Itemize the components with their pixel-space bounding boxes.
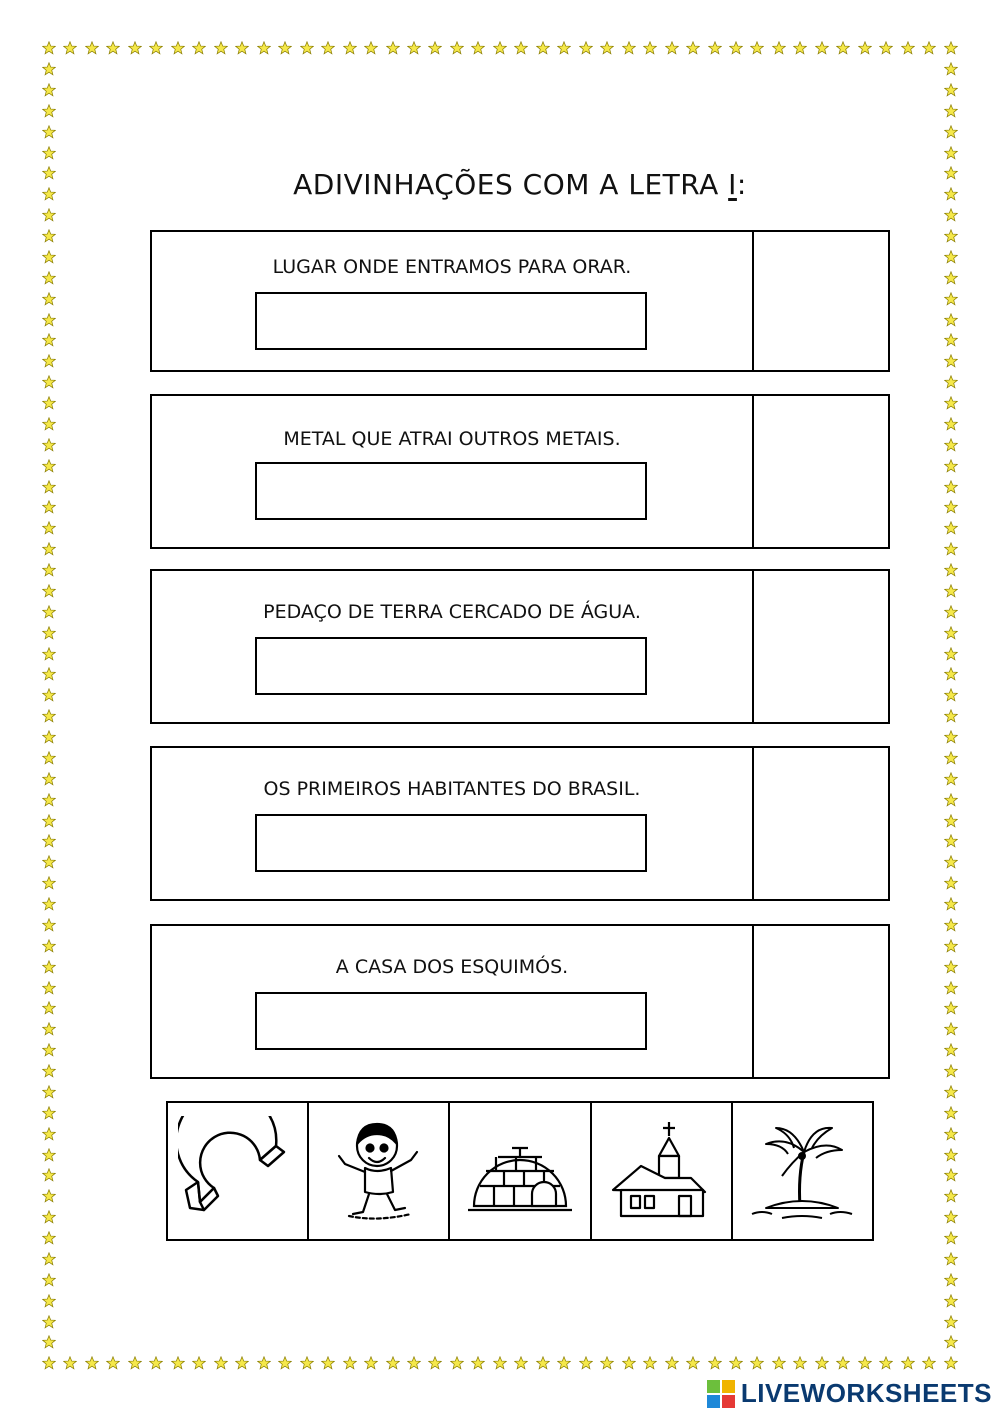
star-icon: [944, 41, 958, 55]
star-border-top: [42, 41, 958, 55]
star-icon: [428, 41, 442, 55]
star-icon: [514, 41, 528, 55]
riddle-question: METAL QUE ATRAI OUTROS METAIS.: [283, 428, 621, 450]
star-icon: [42, 1294, 56, 1308]
star-icon: [42, 563, 56, 577]
star-icon: [149, 41, 163, 55]
star-icon: [106, 41, 120, 55]
star-icon: [42, 1106, 56, 1120]
star-icon: [128, 41, 142, 55]
riddle-content: [152, 396, 754, 547]
star-icon: [901, 41, 915, 55]
star-icon: [944, 960, 958, 974]
star-icon: [944, 125, 958, 139]
star-icon: [42, 1315, 56, 1329]
star-icon: [944, 563, 958, 577]
star-icon: [42, 688, 56, 702]
riddle-question: LUGAR ONDE ENTRAMOS PARA ORAR.: [272, 256, 632, 278]
star-icon: [257, 1356, 271, 1370]
star-icon: [42, 793, 56, 807]
star-icon: [42, 271, 56, 285]
star-icon: [42, 1085, 56, 1099]
star-icon: [750, 41, 764, 55]
star-icon: [944, 1210, 958, 1224]
star-icon: [42, 1210, 56, 1224]
star-icon: [944, 709, 958, 723]
star-icon: [858, 41, 872, 55]
star-icon: [944, 333, 958, 347]
star-icon: [128, 1356, 142, 1370]
star-icon: [85, 41, 99, 55]
star-icon: [944, 229, 958, 243]
star-icon: [944, 772, 958, 786]
star-icon: [42, 1001, 56, 1015]
image-option-igloo[interactable]: [450, 1103, 591, 1239]
star-icon: [879, 1356, 893, 1370]
star-icon: [944, 1356, 958, 1370]
star-icon: [729, 41, 743, 55]
star-icon: [343, 1356, 357, 1370]
star-icon: [793, 1356, 807, 1370]
star-icon: [944, 375, 958, 389]
star-icon: [944, 500, 958, 514]
answer-field[interactable]: [255, 814, 647, 872]
star-icon: [42, 83, 56, 97]
star-icon: [836, 1356, 850, 1370]
star-icon: [42, 459, 56, 473]
star-border-right: [944, 62, 958, 1350]
star-icon: [557, 41, 571, 55]
star-icon: [42, 855, 56, 869]
star-icon: [944, 897, 958, 911]
star-icon: [944, 542, 958, 556]
star-icon: [944, 814, 958, 828]
star-icon: [944, 208, 958, 222]
star-icon: [579, 41, 593, 55]
star-icon: [536, 41, 550, 55]
star-icon: [42, 1022, 56, 1036]
riddle-content: [152, 926, 754, 1077]
star-icon: [149, 1356, 163, 1370]
star-icon: [450, 41, 464, 55]
image-drop-slot[interactable]: [750, 571, 888, 722]
star-icon: [42, 1356, 56, 1370]
image-option-indigenous-child[interactable]: [309, 1103, 450, 1239]
star-icon: [944, 876, 958, 890]
star-icon: [42, 709, 56, 723]
riddle-row: [150, 394, 890, 549]
star-icon: [622, 1356, 636, 1370]
star-icon: [42, 1168, 56, 1182]
star-icon: [708, 41, 722, 55]
star-icon: [643, 1356, 657, 1370]
answer-field[interactable]: [255, 462, 647, 520]
star-icon: [42, 1064, 56, 1078]
answer-field[interactable]: [255, 637, 647, 695]
star-icon: [106, 1356, 120, 1370]
star-icon: [944, 83, 958, 97]
riddle-question: OS PRIMEIROS HABITANTES DO BRASIL.: [263, 778, 641, 800]
star-icon: [42, 396, 56, 410]
star-icon: [42, 146, 56, 160]
title-suffix: :: [736, 168, 747, 201]
star-icon: [944, 1252, 958, 1266]
star-icon: [42, 229, 56, 243]
riddle-question: A CASA DOS ESQUIMÓS.: [335, 956, 569, 978]
star-icon: [42, 939, 56, 953]
star-icon: [944, 1273, 958, 1287]
star-icon: [42, 1231, 56, 1245]
star-icon: [944, 417, 958, 431]
star-icon: [622, 41, 636, 55]
star-icon: [450, 1356, 464, 1370]
church-icon: [601, 1116, 721, 1226]
star-icon: [729, 1356, 743, 1370]
star-icon: [665, 1356, 679, 1370]
star-icon: [343, 41, 357, 55]
star-icon: [858, 1356, 872, 1370]
star-icon: [772, 41, 786, 55]
star-icon: [42, 730, 56, 744]
star-icon: [42, 333, 56, 347]
star-icon: [944, 396, 958, 410]
answer-field[interactable]: [255, 292, 647, 350]
star-icon: [600, 1356, 614, 1370]
star-icon: [922, 1356, 936, 1370]
star-icon: [42, 500, 56, 514]
star-icon: [901, 1356, 915, 1370]
riddle-row: [150, 924, 890, 1079]
star-icon: [944, 1043, 958, 1057]
star-icon: [63, 41, 77, 55]
star-icon: [944, 584, 958, 598]
star-icon: [42, 1148, 56, 1162]
star-icon: [815, 41, 829, 55]
star-icon: [42, 667, 56, 681]
star-icon: [879, 41, 893, 55]
star-icon: [42, 354, 56, 368]
riddle-content: [152, 748, 754, 899]
star-icon: [944, 981, 958, 995]
star-icon: [944, 1022, 958, 1036]
star-icon: [944, 855, 958, 869]
star-icon: [278, 1356, 292, 1370]
star-icon: [944, 250, 958, 264]
star-icon: [944, 1231, 958, 1245]
star-icon: [686, 1356, 700, 1370]
star-icon: [944, 626, 958, 640]
star-icon: [944, 480, 958, 494]
star-icon: [944, 1085, 958, 1099]
star-icon: [42, 918, 56, 932]
star-icon: [665, 41, 679, 55]
star-icon: [750, 1356, 764, 1370]
star-icon: [944, 1168, 958, 1182]
image-drop-slot[interactable]: [750, 232, 888, 370]
star-icon: [192, 1356, 206, 1370]
image-drop-slot[interactable]: [750, 396, 888, 547]
star-icon: [944, 834, 958, 848]
star-icon: [944, 1064, 958, 1078]
star-icon: [42, 1043, 56, 1057]
star-icon: [42, 104, 56, 118]
image-option-island[interactable]: [733, 1103, 872, 1239]
star-icon: [944, 1189, 958, 1203]
star-icon: [944, 104, 958, 118]
star-icon: [42, 751, 56, 765]
star-icon: [944, 438, 958, 452]
star-icon: [944, 1335, 958, 1349]
star-icon: [42, 605, 56, 619]
star-icon: [579, 1356, 593, 1370]
star-border-left: [42, 62, 56, 1350]
star-icon: [214, 41, 228, 55]
star-icon: [321, 1356, 335, 1370]
island-icon: [742, 1116, 862, 1226]
star-icon: [471, 1356, 485, 1370]
star-icon: [471, 41, 485, 55]
image-option-church[interactable]: [592, 1103, 733, 1239]
image-drop-slot[interactable]: [750, 926, 888, 1077]
star-icon: [944, 146, 958, 160]
star-icon: [42, 814, 56, 828]
star-icon: [944, 1001, 958, 1015]
star-icon: [42, 834, 56, 848]
star-icon: [944, 751, 958, 765]
star-icon: [643, 41, 657, 55]
star-icon: [42, 417, 56, 431]
star-icon: [944, 605, 958, 619]
riddle-content: [152, 571, 754, 722]
star-icon: [42, 897, 56, 911]
star-icon: [42, 1189, 56, 1203]
image-option-magnet[interactable]: [168, 1103, 309, 1239]
star-icon: [192, 41, 206, 55]
star-icon: [944, 688, 958, 702]
image-options: [166, 1101, 874, 1241]
star-icon: [944, 1148, 958, 1162]
star-icon: [922, 41, 936, 55]
magnet-icon: [178, 1116, 298, 1226]
star-icon: [42, 1252, 56, 1266]
star-icon: [257, 41, 271, 55]
star-icon: [42, 626, 56, 640]
star-icon: [514, 1356, 528, 1370]
title-letter: I: [728, 168, 737, 201]
star-icon: [944, 459, 958, 473]
star-icon: [235, 41, 249, 55]
star-icon: [686, 41, 700, 55]
star-icon: [944, 918, 958, 932]
star-icon: [42, 438, 56, 452]
star-icon: [300, 41, 314, 55]
worksheet-title: [0, 168, 1000, 201]
star-icon: [944, 730, 958, 744]
brand-name: LIVEWORKSHEETS: [740, 1378, 992, 1408]
star-icon: [944, 1294, 958, 1308]
star-icon: [493, 41, 507, 55]
star-icon: [42, 876, 56, 890]
star-icon: [428, 1356, 442, 1370]
star-icon: [42, 521, 56, 535]
title-prefix: ADIVINHAÇÕES COM A LETRA: [293, 168, 729, 201]
star-icon: [42, 41, 56, 55]
star-icon: [944, 521, 958, 535]
answer-field[interactable]: [255, 992, 647, 1050]
star-icon: [42, 208, 56, 222]
star-icon: [42, 584, 56, 598]
star-icon: [364, 41, 378, 55]
star-icon: [407, 1356, 421, 1370]
star-icon: [944, 667, 958, 681]
star-icon: [944, 354, 958, 368]
star-icon: [836, 41, 850, 55]
star-icon: [944, 1106, 958, 1120]
star-icon: [493, 1356, 507, 1370]
star-icon: [42, 313, 56, 327]
star-icon: [171, 41, 185, 55]
star-icon: [300, 1356, 314, 1370]
star-icon: [944, 292, 958, 306]
star-icon: [793, 41, 807, 55]
star-icon: [407, 41, 421, 55]
image-drop-slot[interactable]: [750, 748, 888, 899]
star-icon: [708, 1356, 722, 1370]
star-icon: [42, 960, 56, 974]
star-icon: [42, 542, 56, 556]
star-icon: [944, 271, 958, 285]
star-icon: [42, 480, 56, 494]
star-icon: [557, 1356, 571, 1370]
star-icon: [944, 1127, 958, 1141]
igloo-icon: [460, 1116, 580, 1226]
star-icon: [42, 292, 56, 306]
riddle-row: [150, 746, 890, 901]
star-icon: [815, 1356, 829, 1370]
riddle-content: [152, 232, 754, 370]
star-icon: [944, 647, 958, 661]
star-icon: [42, 647, 56, 661]
star-icon: [278, 41, 292, 55]
riddle-question: PEDAÇO DE TERRA CERCADO DE ÁGUA.: [263, 601, 641, 623]
star-icon: [42, 62, 56, 76]
star-icon: [944, 62, 958, 76]
star-icon: [42, 250, 56, 264]
star-icon: [772, 1356, 786, 1370]
star-icon: [214, 1356, 228, 1370]
star-border-bottom: [42, 1356, 958, 1370]
star-icon: [364, 1356, 378, 1370]
riddle-row: [150, 230, 890, 372]
star-icon: [171, 1356, 185, 1370]
star-icon: [235, 1356, 249, 1370]
star-icon: [944, 939, 958, 953]
liveworksheets-logo-icon: [707, 1380, 735, 1408]
star-icon: [42, 1127, 56, 1141]
star-icon: [42, 375, 56, 389]
star-icon: [386, 1356, 400, 1370]
star-icon: [42, 981, 56, 995]
star-icon: [63, 1356, 77, 1370]
riddle-row: [150, 569, 890, 724]
star-icon: [85, 1356, 99, 1370]
brand-watermark: [707, 1378, 992, 1409]
star-icon: [536, 1356, 550, 1370]
star-icon: [42, 1335, 56, 1349]
star-icon: [42, 1273, 56, 1287]
star-icon: [42, 772, 56, 786]
star-icon: [386, 41, 400, 55]
star-icon: [944, 1315, 958, 1329]
star-icon: [944, 793, 958, 807]
indigenous-child-icon: [319, 1116, 439, 1226]
star-icon: [944, 313, 958, 327]
star-icon: [600, 41, 614, 55]
star-icon: [321, 41, 335, 55]
star-icon: [42, 125, 56, 139]
